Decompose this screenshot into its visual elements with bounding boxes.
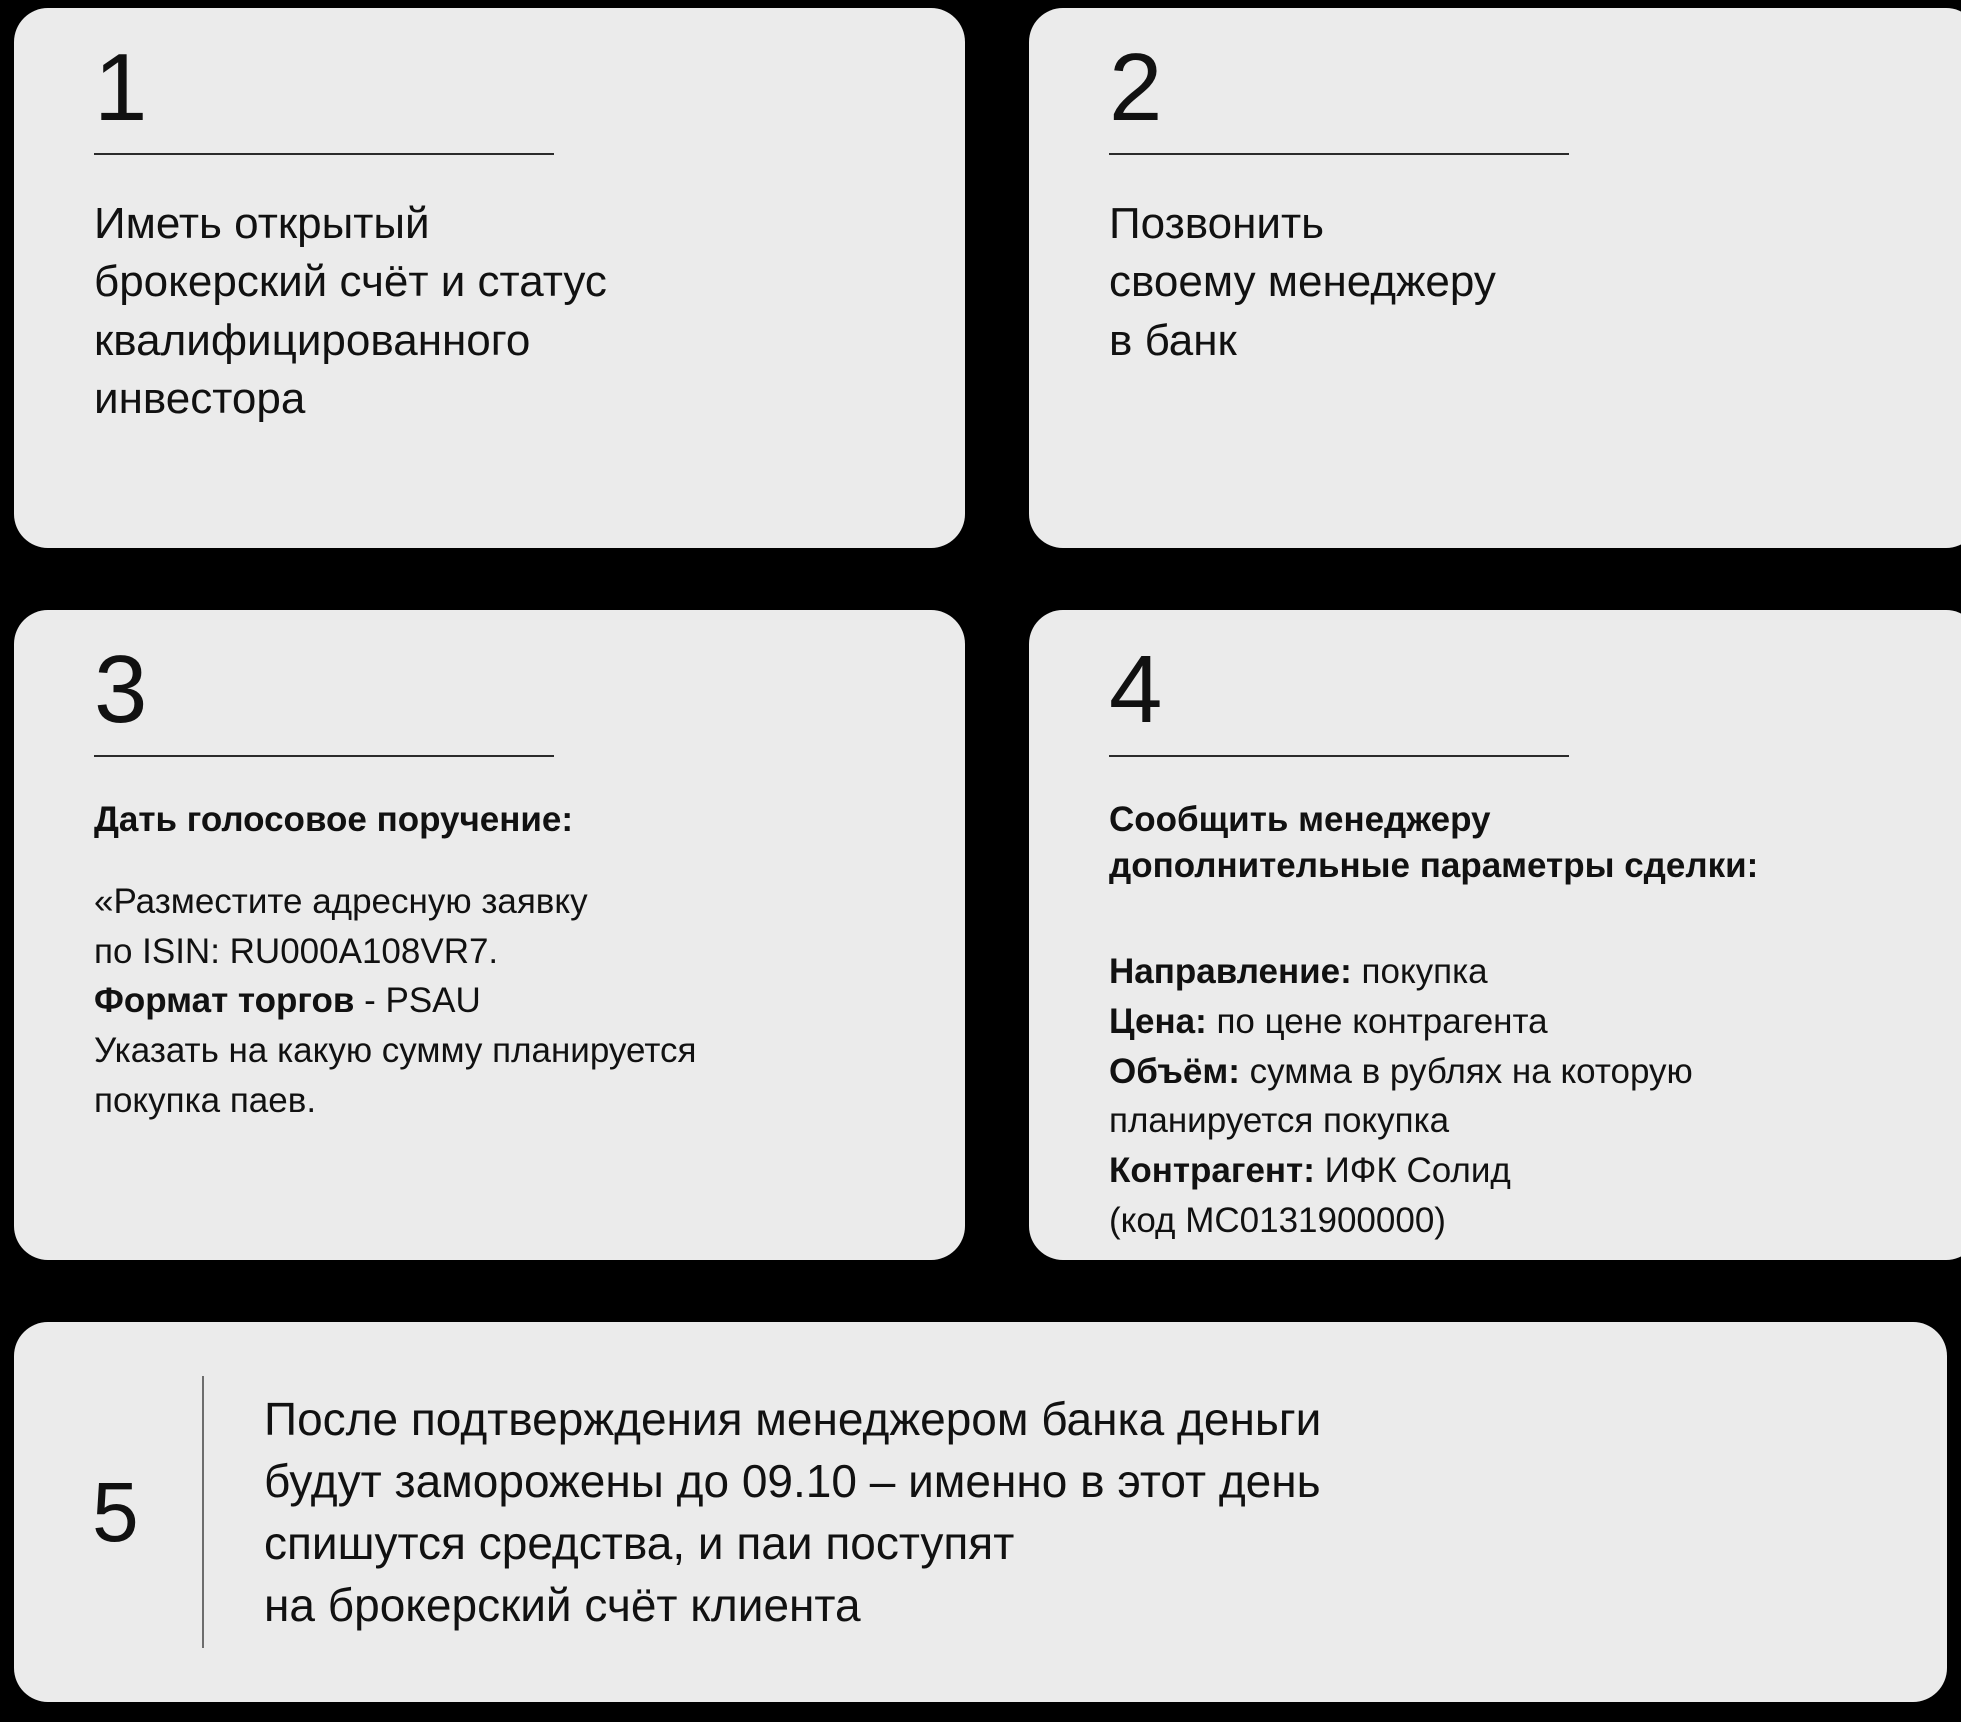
step-text-2-line-1: Позвонить — [1109, 198, 1325, 248]
step-4-param-3 — [1109, 1047, 1908, 1097]
step-4-param-3-value: сумма в рублях на которую — [1239, 1051, 1693, 1091]
step-text-2-line-2: своему менеджеру — [1109, 257, 1496, 307]
step-4-param-1-label: Направление: — [1109, 952, 1352, 992]
step-3-line-2: по ISIN: RU000A108VR7. — [94, 931, 499, 971]
step-3-format-label: Формат торгов — [94, 981, 355, 1021]
step-card-5 — [14, 1322, 1947, 1702]
step-text-1-line-1: Иметь открытый — [94, 198, 430, 248]
divider-1 — [94, 153, 554, 155]
step-3-format-value: - PSAU — [354, 981, 481, 1021]
step-3-line-1: «Разместите адресную заявку — [94, 881, 588, 921]
step-text-2 — [1109, 195, 1908, 371]
step-number-3: 3 — [94, 636, 148, 743]
step-4-params — [1109, 947, 1908, 1245]
step-3-line-4: покупка паев. — [94, 1080, 317, 1120]
step-number-1: 1 — [94, 34, 148, 141]
step-4-param-2 — [1109, 997, 1908, 1047]
step-text-5-line-1: После подтверждения менеджером банка деньги — [264, 1392, 1322, 1445]
step-4-param-4 — [1109, 1146, 1908, 1196]
step-card-2 — [1029, 8, 1961, 548]
divider-3 — [94, 755, 554, 757]
step-text-5-line-4: на брокерский счёт клиента — [264, 1579, 861, 1632]
step-4-param-3-label: Объём: — [1109, 1051, 1240, 1091]
step-3-line-3: Указать на какую сумму планируется — [94, 1031, 697, 1071]
step-text-1-line-2: брокерский счёт и статус — [94, 257, 607, 307]
step-4-param-4-cont: (код MC0131900000) — [1109, 1200, 1446, 1240]
step-4-param-1-value: покупка — [1351, 952, 1488, 992]
step-4-param-1 — [1109, 947, 1908, 997]
step-4-param-4-value: ИФК Солид — [1314, 1150, 1511, 1190]
step-number-4: 4 — [1109, 636, 1163, 743]
step-4-param-4-label: Контрагент: — [1109, 1150, 1315, 1190]
divider-4 — [1109, 755, 1569, 757]
step-4-param-2-value: по цене контрагента — [1206, 1001, 1548, 1041]
step-text-5 — [264, 1388, 1321, 1636]
step-4-spacer — [1109, 919, 1908, 947]
step-text-5-line-3: спишутся средства, и паи поступят — [264, 1517, 1015, 1569]
divider-2 — [1109, 153, 1569, 155]
step-3-heading: Дать голосовое поручение: — [94, 799, 574, 839]
step-4-heading-line-2: дополнительные параметры сделки: — [1109, 845, 1759, 885]
step-3-paragraph — [94, 877, 893, 1125]
step-card-1 — [14, 8, 965, 548]
step-number-2: 2 — [1109, 34, 1163, 141]
vertical-divider — [202, 1376, 204, 1648]
step-card-4 — [1029, 610, 1961, 1260]
step-text-1 — [94, 195, 893, 429]
step-3-line-format — [94, 976, 893, 1026]
step-text-1-line-3: квалифицированного — [94, 315, 531, 365]
step-text-2-line-3: в банк — [1109, 315, 1237, 365]
step-4-param-3-cont: планируется покупка — [1109, 1101, 1450, 1141]
step-4-heading-line-1: Сообщить менеджеру — [1109, 799, 1491, 839]
step-text-1-line-4: инвестора — [94, 374, 306, 424]
step-card-3 — [14, 610, 965, 1260]
step-4-heading — [1109, 797, 1908, 889]
step-number-5: 5 — [92, 1465, 139, 1559]
step-4-param-2-label: Цена: — [1109, 1001, 1207, 1041]
step-text-5-line-2: будут заморожены до 09.10 – именно в этот день — [264, 1454, 1321, 1507]
